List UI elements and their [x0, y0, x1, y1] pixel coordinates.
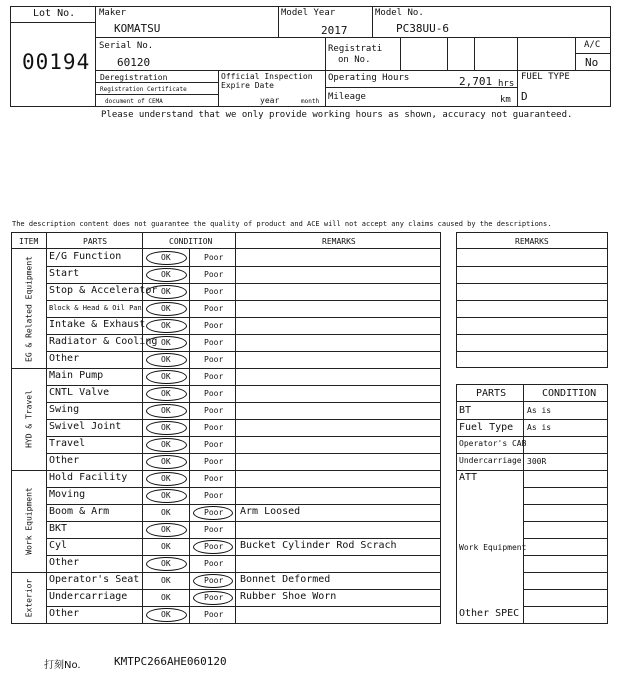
model-year-value: 2017 [321, 24, 348, 37]
month-label: month [301, 98, 320, 105]
poor-option[interactable]: Poor [204, 474, 224, 483]
right-condition-value: As is [527, 406, 552, 415]
part-name: CNTL Valve [49, 387, 110, 398]
poor-option[interactable]: Poor [204, 338, 224, 347]
ok-option[interactable]: OK [161, 406, 171, 415]
poor-option[interactable]: Poor [204, 610, 224, 619]
fuel-type-label: FUEL TYPE [521, 72, 570, 82]
item-header: ITEM [19, 237, 39, 246]
ac-label: A/C [584, 40, 601, 50]
ok-option[interactable]: OK [161, 270, 171, 279]
selection-circle [193, 506, 233, 520]
ok-option[interactable]: OK [161, 610, 171, 619]
ok-option[interactable]: OK [161, 576, 171, 585]
part-name: BKT [49, 523, 68, 534]
selection-circle [146, 353, 187, 367]
hours-notice: Please understand that we only provide working hours as shown, accuracy not guaranteed. [101, 110, 573, 120]
poor-option[interactable]: Poor [204, 423, 224, 432]
ok-option[interactable]: OK [161, 355, 171, 364]
registration-no-label-2: on No. [338, 55, 371, 65]
selection-circle [146, 302, 187, 316]
engraving-no: KMTPC266AHE060120 [114, 655, 227, 668]
selection-circle [146, 438, 187, 452]
ok-option[interactable]: OK [161, 321, 171, 330]
selection-circle [146, 421, 187, 435]
poor-option[interactable]: Poor [204, 287, 224, 296]
right-part-name: BT [459, 405, 472, 416]
hrs-unit: hrs [498, 79, 515, 89]
other-spec-label: Other SPEC [459, 608, 520, 619]
selection-circle [146, 472, 187, 486]
ok-option[interactable]: OK [161, 474, 171, 483]
selection-circle [146, 336, 187, 350]
part-name: Start [49, 268, 80, 279]
part-name: Other [49, 557, 80, 568]
selection-circle [146, 523, 187, 537]
ok-option[interactable]: OK [161, 559, 171, 568]
year-label: year [260, 96, 280, 105]
poor-option[interactable]: Poor [204, 253, 224, 262]
poor-option[interactable]: Poor [204, 559, 224, 568]
deregistration-label: Deregistration [100, 73, 168, 82]
lot-no-value: 00194 [22, 50, 91, 74]
poor-option[interactable]: Poor [204, 542, 224, 551]
part-name: Main Pump [49, 370, 104, 381]
model-year-label: Model Year [281, 8, 336, 18]
poor-option[interactable]: Poor [204, 440, 224, 449]
part-name: Undercarriage [49, 591, 128, 602]
part-name: Block & Head & Oil Pan [49, 304, 142, 312]
part-name: Moving [49, 489, 86, 500]
selection-circle [146, 489, 187, 503]
lot-no-label: Lot No. [33, 8, 76, 19]
poor-option[interactable]: Poor [204, 406, 224, 415]
right-part-name: Fuel Type [459, 422, 514, 433]
ok-option[interactable]: OK [161, 338, 171, 347]
ok-option[interactable]: OK [161, 525, 171, 534]
part-name: Operator's Seat [49, 574, 140, 585]
selection-circle [146, 608, 187, 622]
part-name: Radiator & Cooling [49, 336, 158, 347]
poor-option[interactable]: Poor [204, 525, 224, 534]
selection-circle [193, 540, 233, 554]
operating-hours-value: 2,701 [459, 75, 493, 88]
right-condition-value: As is [527, 423, 552, 432]
part-name: Swivel Joint [49, 421, 122, 432]
disclaimer: The description content does not guarantee the quality of product and ACE will not accept any claims caused by the descriptions. [12, 220, 552, 228]
poor-option[interactable]: Poor [204, 389, 224, 398]
remark-text: Rubber Shoe Worn [240, 591, 337, 602]
part-name: Swing [49, 404, 80, 415]
part-name: Travel [49, 438, 86, 449]
poor-option[interactable]: Poor [204, 508, 224, 517]
serial-no-label: Serial No. [99, 41, 154, 51]
selection-circle [193, 591, 233, 605]
selection-circle [146, 387, 187, 401]
right-remarks-header: REMARKS [515, 237, 549, 246]
ok-option[interactable]: OK [161, 287, 171, 296]
selection-circle [146, 268, 187, 282]
ok-option[interactable]: OK [161, 423, 171, 432]
part-name: Hold Facility [49, 472, 128, 483]
poor-option[interactable]: Poor [204, 270, 224, 279]
fuel-type-value: D [521, 90, 528, 103]
right-condition-header: CONDITION [542, 388, 597, 399]
condition-header: CONDITION [169, 237, 213, 246]
ok-option[interactable]: OK [161, 372, 171, 381]
ok-option[interactable]: OK [161, 542, 171, 551]
parts-header: PARTS [83, 237, 108, 246]
part-name: Other [49, 455, 80, 466]
remark-text: Bonnet Deformed [240, 574, 331, 585]
cema-label: document of CEMA [105, 98, 163, 105]
ok-option[interactable]: OK [161, 253, 171, 262]
operating-hours-label: Operating Hours [328, 73, 410, 83]
ok-option[interactable]: OK [161, 440, 171, 449]
model-no-value: PC38UU-6 [396, 22, 449, 35]
selection-circle [146, 557, 187, 571]
part-name: Stop & Accelerator [49, 285, 158, 296]
att-label: ATT [459, 472, 478, 483]
selection-circle [146, 285, 187, 299]
selection-circle [146, 370, 187, 384]
group-label: HYD & Travel [24, 390, 34, 448]
model-no-label: Model No. [375, 8, 424, 18]
group-label: Exterior [24, 578, 34, 617]
inspection-label-2: Expire Date [221, 81, 274, 90]
remarks-header: REMARKS [322, 237, 356, 246]
serial-no-value: 60120 [117, 56, 151, 69]
ok-option[interactable]: OK [161, 457, 171, 466]
poor-option[interactable]: Poor [204, 593, 224, 602]
selection-circle [193, 574, 233, 588]
group-label: Work Equipment [24, 487, 34, 555]
ok-option[interactable]: OK [161, 304, 171, 313]
maker-value: KOMATSU [114, 22, 161, 35]
part-name: Other [49, 353, 80, 364]
work-equipment-label: Work Equipment [459, 543, 527, 552]
part-name: Other [49, 608, 80, 619]
selection-circle [146, 251, 187, 265]
poor-option[interactable]: Poor [204, 576, 224, 585]
poor-option[interactable]: Poor [204, 491, 224, 500]
ok-option[interactable]: OK [161, 389, 171, 398]
km-unit: km [500, 95, 511, 105]
ok-option[interactable]: OK [161, 508, 171, 517]
right-parts-header: PARTS [476, 388, 507, 399]
registration-certificate-label: Registration Certificate [100, 86, 187, 93]
poor-option[interactable]: Poor [204, 457, 224, 466]
ac-value: No [585, 56, 599, 69]
selection-circle [146, 404, 187, 418]
remark-text: Arm Loosed [240, 506, 301, 517]
part-name: Intake & Exhaust [49, 319, 146, 330]
part-name: Cyl [49, 540, 68, 551]
right-part-name: Undercarriage [459, 456, 522, 465]
inspection-label-1: Official Inspection [221, 72, 313, 81]
part-name: Boom & Arm [49, 506, 110, 517]
selection-circle [146, 455, 187, 469]
ok-option[interactable]: OK [161, 593, 171, 602]
mileage-label: Mileage [328, 92, 366, 102]
ok-option[interactable]: OK [161, 491, 171, 500]
maker-label: Maker [99, 8, 127, 18]
selection-circle [146, 319, 187, 333]
poor-option[interactable]: Poor [204, 304, 224, 313]
engraving-label: 打刻No. [44, 660, 81, 671]
right-condition-value: 300R [527, 457, 547, 466]
registration-no-label-1: Registrati [328, 44, 383, 54]
part-name: E/G Function [49, 251, 122, 262]
remark-text: Bucket Cylinder Rod Scrach [240, 540, 397, 551]
poor-option[interactable]: Poor [204, 355, 224, 364]
poor-option[interactable]: Poor [204, 372, 224, 381]
right-part-name: Operator's CAB [459, 439, 527, 448]
poor-option[interactable]: Poor [204, 321, 224, 330]
group-label: EG & Related Equipment [24, 255, 34, 362]
